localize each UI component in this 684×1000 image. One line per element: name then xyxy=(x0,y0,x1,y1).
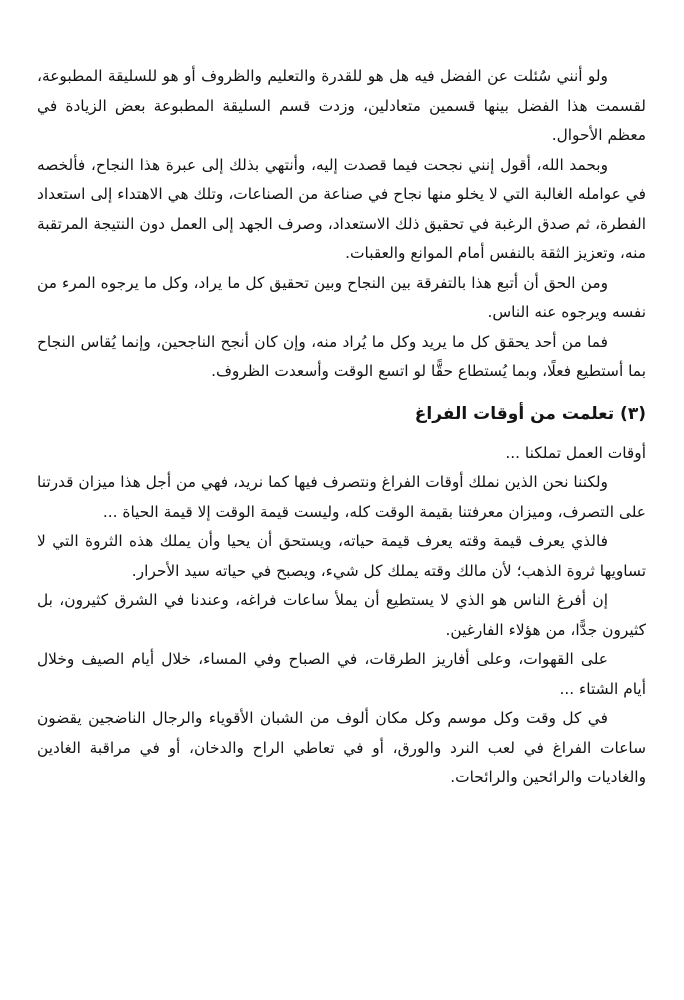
paragraph-success-factors: وبحمد الله، أقول إنني نجحت فيما قصدت إليه، وأنتهي بذلك إلى عبرة هذا النجاح، فألخصه في عوامله الغالبة التي لا يخلو منها نجاح في صناعة من الصناعات، وتلك هي الاهتداء إلى استعداد الفطرة، ثم صدق الرغبة في تحقيق ذلك الاستعداد، وصرف الجهد إلى العمل دون النتيجة المرتقبة منه، وتعزيز الثقة بالنفس أمام الموانع والعقبات. xyxy=(37,155,646,262)
section-heading: (٣) تعلمت من أوقات الفراغ xyxy=(414,403,646,424)
heading-spacer xyxy=(37,429,646,439)
paragraph-idle-people: إن أفرغ الناس هو الذي لا يستطيع أن يملأ ساعات فراغه، وعندنا في الشرق كثيرون، بل كثيرون جدًّا، من هؤلاء الفارغين. xyxy=(37,591,646,639)
paragraph-cafes-and-sidewalks: على القهوات، وعلى أفاريز الطرقات، في الصباح وفي المساء، خلال أيام الصيف وخلال أيام الشتاء ... xyxy=(37,650,646,698)
paragraph-wasted-hours: في كل وقت وكل موسم وكل مكان ألوف من الشبان الأقوياء والرجال الناضجين يقضون ساعات الفراغ في لعب النرد والورق، أو في تعاطي الراح والدخان، أو في مراقبة الغادين والغاديات والرائحين والرائحات. xyxy=(37,709,646,786)
paragraph-credit-division: ولو أنني سُئلت عن الفضل فيه هل هو للقدرة والتعليم والظروف أو هو للسليقة المطبوعة، لقسمت هذا الفضل بينها قسمين متعادلين، وزدت قسم السليقة المطبوعة بعض الزيادة في معظم الأحوال. xyxy=(37,67,646,144)
section-spacer xyxy=(37,387,646,399)
opening-line: أوقات العمل تملكنا ... xyxy=(505,443,646,462)
book-page xyxy=(37,62,646,793)
paragraph-measure-of-success: فما من أحد يحقق كل ما يريد وكل ما يُراد منه، وإن كان أنجح الناجحين، وإنما يُقاس النجاح بما أستطيع فعلًا، وبما يُستطاع حقًّا لو اتسع الوقت وأسعدت الظروف. xyxy=(37,332,646,380)
paragraph-success-vs-achievement: ومن الحق أن أتبع هذا بالتفرقة بين النجاح وبين تحقيق كل ما يراد، وكل ما يرجوه المرء من نفسه ويرجوه عنه الناس. xyxy=(37,273,646,321)
paragraph-value-of-time: فالذي يعرف قيمة وقته يعرف قيمة حياته، ويستحق أن يحيا وأن يملك هذه الثروة التي لا تساويها ثروة الذهب؛ لأن مالك وقته يملك كل شيء، ويصبح في حياته سيد الأحرار. xyxy=(37,532,646,580)
paragraph-free-time-ownership: ولكننا نحن الذين نملك أوقات الفراغ ونتصرف فيها كما نريد، فهي من أجل هذا ميزان قدرتنا على التصرف، وميزان معرفتنا بقيمة الوقت كله، وليست قيمة الوقت إلا قيمة الحياة ... xyxy=(37,473,646,521)
